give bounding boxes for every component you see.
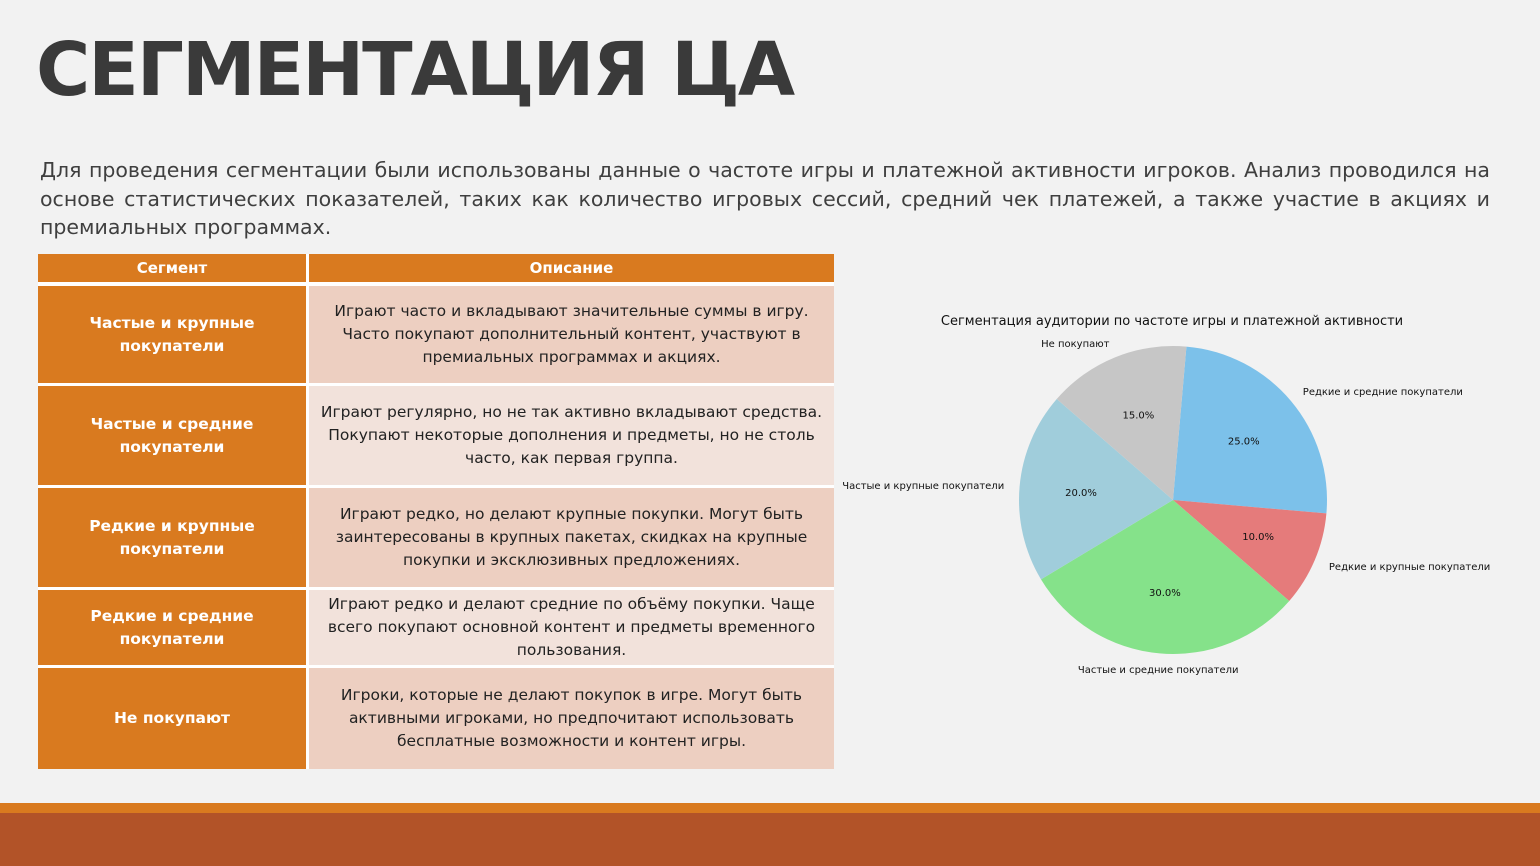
- slice-percent-label: 20.0%: [1065, 487, 1097, 499]
- slice-percent-label: 25.0%: [1227, 436, 1260, 448]
- slice-category-label: Редкие и крупные покупатели: [1328, 562, 1491, 574]
- slice-percent-label: 30.0%: [1149, 588, 1181, 599]
- segment-name: Редкие и крупные покупатели: [38, 488, 309, 590]
- slice-percent-label: 15.0%: [1122, 410, 1155, 422]
- segment-name: Не покупают: [38, 668, 309, 769]
- slice-category-label: Не покупают: [1041, 338, 1110, 350]
- pie-slice: [1173, 347, 1327, 514]
- segment-description: Игроки, которые не делают покупок в игре. Могут быть активными игроками, но предпочитают использовать бесплатные возможности и контент игры.: [309, 668, 834, 769]
- segment-description: Играют редко и делают средние по объёму покупки. Чаще всего покупают основной контент и предметы временного пользования.: [309, 590, 834, 668]
- segment-name: Частые и средние покупатели: [38, 386, 309, 488]
- table-header-row: [38, 254, 834, 286]
- table-row: [38, 590, 834, 668]
- table-row: [38, 286, 834, 386]
- slide-title: СЕГМЕНТАЦИЯ ЦА: [36, 27, 794, 113]
- segment-table: [38, 254, 834, 769]
- header-description: Описание: [309, 254, 834, 286]
- header-segment: Сегмент: [38, 254, 309, 286]
- segment-name: Частые и крупные покупатели: [38, 286, 309, 386]
- slice-category-label: Частые и средние покупатели: [1077, 664, 1239, 676]
- footer-bar: [0, 813, 1540, 866]
- pie-chart: [836, 300, 1516, 690]
- intro-paragraph: Для проведения сегментации были использованы данные о частоте игры и платежной активности игроков. Анализ проводился на основе статистических показателей, таких как количество игровых сессий, средний чек платежей, а также участие в акциях и премиальных программах.: [40, 158, 1490, 239]
- segment-description: Играют редко, но делают крупные покупки. Могут быть заинтересованы в крупных пакетах, скидках на крупные покупки и эксклюзивных предложениях.: [309, 488, 834, 590]
- footer-stripe: [0, 803, 1540, 813]
- chart-title: Сегментация аудитории по частоте игры и платежной активности: [940, 314, 1404, 329]
- table-row: [38, 386, 834, 488]
- segment-name: Редкие и средние покупатели: [38, 590, 309, 668]
- table-row: [38, 668, 834, 769]
- segment-description: Играют регулярно, но не так активно вкладывают средства. Покупают некоторые дополнения и предметы, но не столь часто, как первая группа.: [309, 386, 834, 488]
- slice-category-label: Редкие и средние покупатели: [1302, 387, 1463, 399]
- slice-percent-label: 10.0%: [1242, 532, 1274, 544]
- slice-category-label: Частые и крупные покупатели: [842, 481, 1005, 493]
- segment-description: Играют часто и вкладывают значительные суммы в игру. Часто покупают дополнительный контент, участвуют в премиальных программах и акциях.: [309, 286, 834, 386]
- table-row: [38, 488, 834, 590]
